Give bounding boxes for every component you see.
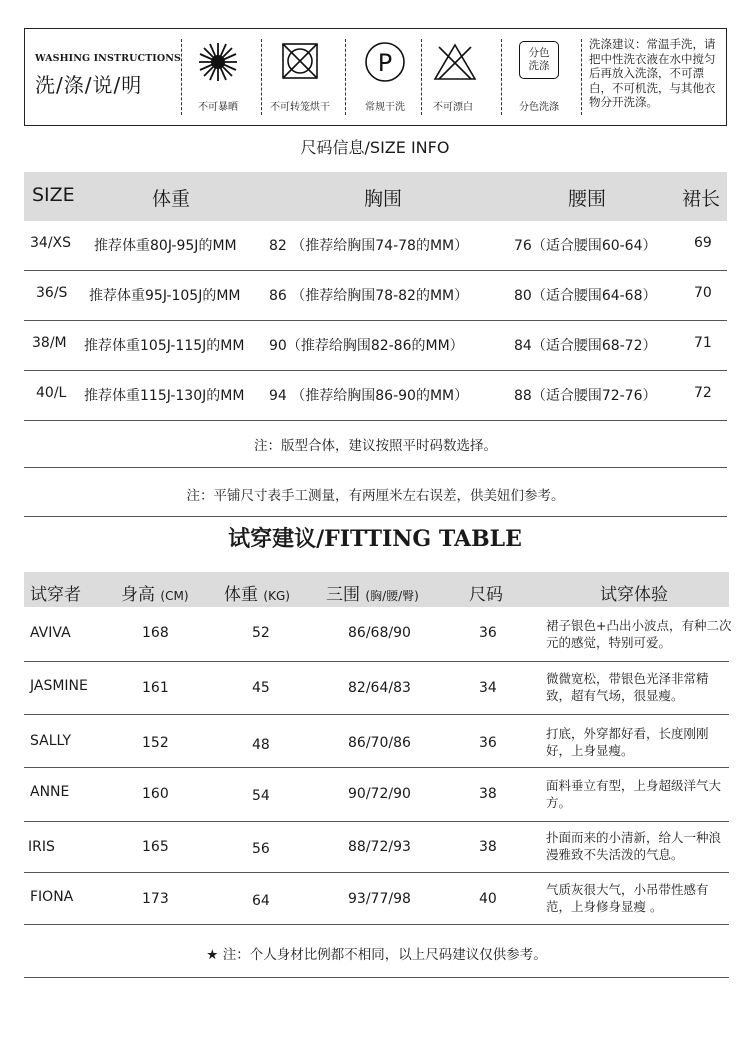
- header-weight-unit: (KG): [263, 589, 290, 603]
- experience-cell: 气质灰很大气，小吊带性感有范，上身修身显瘦 。: [546, 882, 709, 914]
- waist-cell: 88（适合腰围72-76）: [514, 388, 657, 404]
- wash-label: 不可转笼烘干: [270, 102, 330, 113]
- table-row: [24, 821, 729, 873]
- size-cell: 36/S: [36, 285, 68, 301]
- no-tumble-dry-icon: [270, 41, 330, 83]
- wash-separately-glyph: 分色 洗涤: [519, 41, 559, 79]
- divider: [421, 39, 422, 115]
- table-row: [24, 872, 729, 925]
- header-tester: 试穿者: [30, 585, 81, 605]
- wash-label: 不可暴晒: [198, 102, 238, 113]
- header-weight: [224, 580, 290, 605]
- size-cell: 34: [479, 680, 497, 696]
- header-measurements-unit: (胸/腰/臀): [365, 589, 419, 603]
- size-cell: 38: [479, 786, 497, 802]
- table-row: [24, 767, 729, 822]
- wash-separately-icon: [509, 41, 569, 83]
- weight-cell: 52: [252, 625, 270, 641]
- no-sun-icon: [188, 41, 248, 83]
- experience-cell: 扑面而来的小清新，给人一种浪漫雅致不失活泼的气息。: [546, 830, 722, 862]
- measurements-cell: 82/64/83: [348, 680, 411, 696]
- washing-instructions-box: [24, 28, 727, 126]
- experience-cell: 裙子银色+凸出小波点，有种二次元的感觉，特别可爱。: [546, 618, 732, 650]
- weight-cell: 56: [252, 841, 270, 857]
- waist-cell: 76（适合腰围60-64）: [514, 238, 657, 254]
- table-row: [24, 661, 729, 715]
- divider: [24, 977, 729, 978]
- wash-label: 分色洗涤: [519, 102, 559, 113]
- divider: [581, 39, 582, 115]
- header-size: 尺码: [469, 585, 503, 605]
- header-chest: 胸围: [364, 188, 403, 210]
- wash-label: 不可漂白: [433, 102, 473, 113]
- header-measurements: [326, 580, 419, 605]
- size-cell: 38: [479, 839, 497, 855]
- dry-clean-glyph: P: [377, 49, 393, 77]
- experience-cell: 微微宽松，带银色光泽非常精致，超有气场，很显瘦。: [546, 671, 709, 703]
- length-cell: 70: [694, 285, 712, 301]
- weight-cell: 推荐体重115J-130J的MM: [84, 388, 245, 404]
- divider: [24, 467, 727, 468]
- table-row: [24, 714, 729, 768]
- length-cell: 69: [694, 235, 712, 251]
- washing-advice: 洗涤建议：常温手洗，请把中性洗衣液在水中搅匀后再放入洗涤，不可漂白，不可机洗，与其他衣物分开洗涤。: [589, 37, 716, 109]
- divider: [501, 39, 502, 115]
- washing-title: [35, 53, 185, 98]
- tester-name: ANNE: [30, 784, 70, 800]
- table-row: [24, 221, 727, 271]
- tester-name: SALLY: [30, 733, 72, 749]
- dry-clean-p-icon: [355, 41, 415, 83]
- fitting-title: 试穿建议/FITTING TABLE: [228, 526, 522, 552]
- size-info-title: 尺码信息/SIZE INFO: [300, 138, 450, 157]
- table-row: [24, 271, 727, 321]
- weight-cell: 54: [252, 788, 270, 804]
- table-row: [24, 321, 727, 371]
- tester-name: IRIS: [28, 839, 55, 855]
- table-row: [24, 607, 732, 662]
- length-cell: 72: [694, 385, 712, 401]
- height-cell: 160: [142, 786, 169, 802]
- measurements-cell: 86/70/86: [348, 735, 411, 751]
- size-table-header: [24, 172, 727, 221]
- header-height: [121, 580, 189, 605]
- header-waist: 腰围: [568, 188, 607, 210]
- length-cell: 71: [694, 335, 712, 351]
- size-cell: 34/XS: [30, 235, 72, 251]
- divider: [24, 516, 727, 517]
- size-cell: 40: [479, 891, 497, 907]
- weight-cell: 推荐体重95J-105J的MM: [89, 288, 241, 304]
- header-weight: 体重: [152, 188, 191, 210]
- experience-cell: 面料垂立有型，上身超级洋气大方。: [546, 778, 722, 810]
- size-cell: 38/M: [32, 335, 67, 351]
- size-cell: 36: [479, 625, 497, 641]
- weight-cell: 45: [252, 680, 270, 696]
- divider: [181, 39, 182, 115]
- header-measurements-label: 三围: [326, 585, 360, 605]
- height-cell: 168: [142, 625, 169, 641]
- washing-title-en: WASHING INSTRUCTIONS: [35, 53, 181, 64]
- weight-cell: 64: [252, 893, 270, 909]
- size-note-2: 注：平铺尺寸表手工测量，有两厘米左右误差，供美妞们参考。: [186, 488, 565, 504]
- waist-cell: 84（适合腰围68-72）: [514, 338, 657, 354]
- divider: [261, 39, 262, 115]
- header-weight-label: 体重: [224, 585, 258, 605]
- waist-cell: 80（适合腰围64-68）: [514, 288, 657, 304]
- chest-cell: 90（推荐给胸围82-86的MM）: [269, 338, 464, 354]
- height-cell: 152: [142, 735, 169, 751]
- measurements-cell: 88/72/93: [348, 839, 411, 855]
- fitting-note: ★ 注：个人身材比例都不相同，以上尺码建议仅供参考。: [206, 947, 547, 963]
- fitting-table-header: [24, 572, 729, 607]
- size-cell: 36: [479, 735, 497, 751]
- measurements-cell: 90/72/90: [348, 786, 411, 802]
- header-experience: 试穿体验: [600, 585, 668, 605]
- height-cell: 161: [142, 680, 169, 696]
- header-size: SIZE: [32, 184, 75, 206]
- weight-cell: 推荐体重105J-115J的MM: [84, 338, 245, 354]
- height-cell: 165: [142, 839, 169, 855]
- header-length: 裙长: [682, 188, 721, 210]
- header-height-label: 身高: [121, 585, 155, 605]
- chest-cell: 86 （推荐给胸围78-82的MM）: [269, 288, 469, 304]
- measurements-cell: 86/68/90: [348, 625, 411, 641]
- tester-name: FIONA: [30, 889, 74, 905]
- tester-name: AVIVA: [30, 625, 71, 641]
- divider: [345, 39, 346, 115]
- weight-cell: 推荐体重80J-95J的MM: [94, 238, 237, 254]
- wash-label: 常规干洗: [365, 102, 405, 113]
- washing-title-cn: 洗/涤/说/明: [35, 73, 143, 97]
- measurements-cell: 93/77/98: [348, 891, 411, 907]
- tester-name: JASMINE: [30, 678, 88, 694]
- table-row: [24, 371, 727, 421]
- size-note-1: 注：版型合体，建议按照平时码数选择。: [254, 438, 497, 454]
- weight-cell: 48: [252, 737, 270, 753]
- chest-cell: 94 （推荐给胸围86-90的MM）: [269, 388, 469, 404]
- size-cell: 40/L: [36, 385, 67, 401]
- no-bleach-icon: [425, 41, 485, 83]
- chest-cell: 82 （推荐给胸围74-78的MM）: [269, 238, 469, 254]
- header-height-unit: (CM): [160, 589, 189, 603]
- experience-cell: 打底，外穿都好看，长度刚刚好，上身显瘦。: [546, 726, 709, 758]
- height-cell: 173: [142, 891, 169, 907]
